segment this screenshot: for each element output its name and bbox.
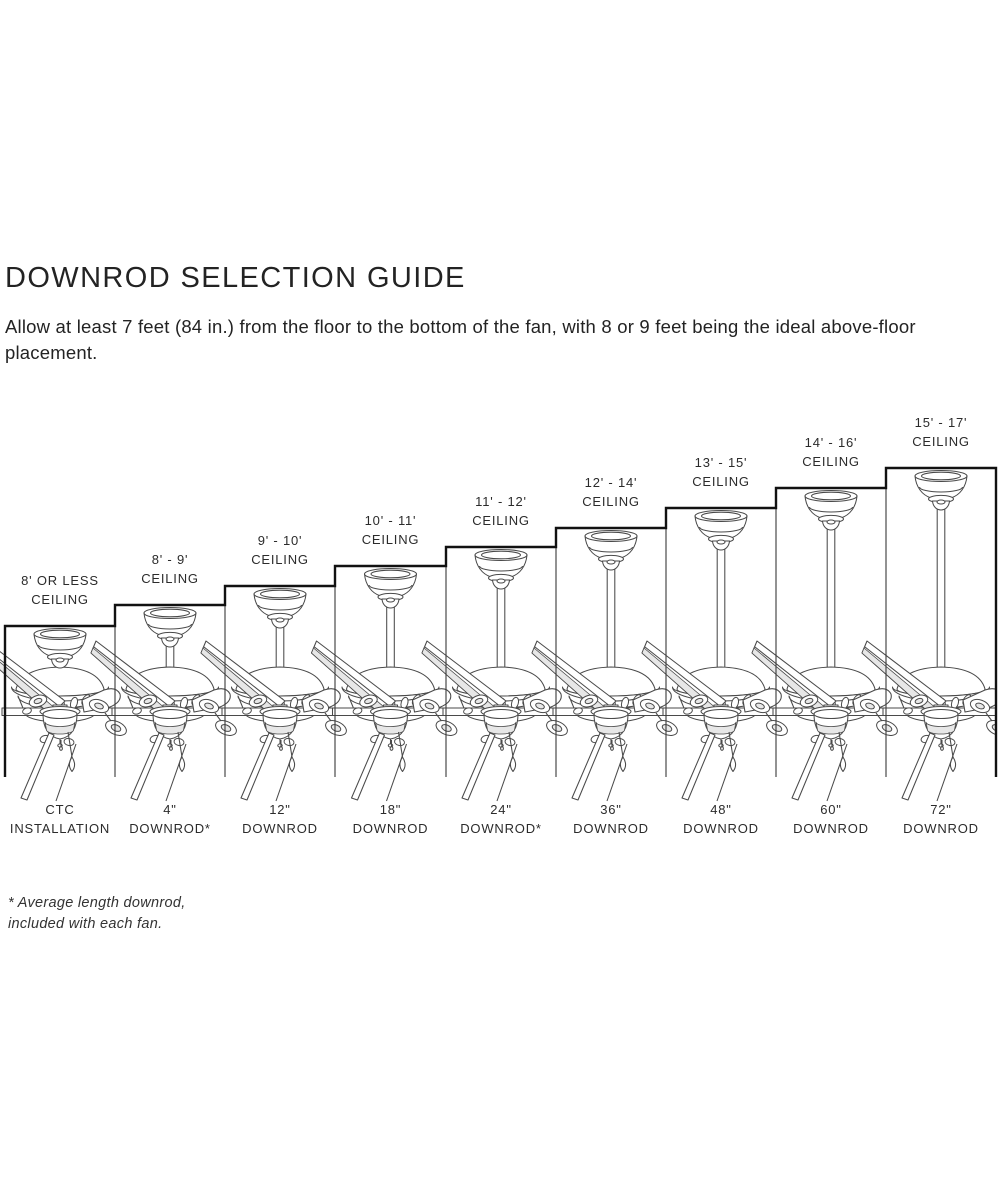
downrod-word: DOWNROD* bbox=[460, 821, 542, 836]
downrod-label bbox=[242, 800, 318, 838]
ceiling-range: 9' - 10' bbox=[257, 533, 303, 548]
ceiling-label bbox=[802, 433, 860, 471]
downrod-word: DOWNROD bbox=[793, 821, 869, 836]
ceiling-label bbox=[251, 531, 309, 569]
fan-illustration bbox=[312, 569, 460, 802]
downrod-word: DOWNROD bbox=[683, 821, 759, 836]
downrod-size: 72" bbox=[930, 802, 952, 817]
fan-illustration bbox=[752, 491, 900, 802]
intro-text: Allow at least 7 feet (84 in.) from the floor to the bottom of the fan, with 8 or 9 feet being the ideal above-floor placement. bbox=[5, 316, 916, 363]
ceiling-range: 8' - 9' bbox=[151, 552, 189, 567]
footnote-line-2: included with each fan. bbox=[8, 916, 163, 932]
ceiling-range: 10' - 11' bbox=[364, 513, 417, 528]
ceiling-word: CEILING bbox=[251, 552, 309, 567]
downrod-word: INSTALLATION bbox=[9, 821, 111, 836]
downrod-size: 60" bbox=[820, 802, 842, 817]
fan-illustration bbox=[862, 471, 1000, 802]
ceiling-word: CEILING bbox=[692, 474, 750, 489]
downrod-label bbox=[683, 800, 759, 838]
downrod-word: DOWNROD bbox=[242, 821, 318, 836]
downrod-label bbox=[903, 800, 979, 838]
ceiling-word: CEILING bbox=[472, 513, 530, 528]
downrod-size: 4" bbox=[163, 802, 177, 817]
downrod-label bbox=[460, 800, 542, 838]
ceiling-word: CEILING bbox=[141, 571, 199, 586]
ceiling-range: 11' - 12' bbox=[475, 494, 527, 509]
ceiling-word: CEILING bbox=[802, 454, 860, 469]
downrod-size: CTC bbox=[45, 802, 75, 817]
downrod-size: 18" bbox=[379, 802, 402, 817]
fan-illustration bbox=[422, 550, 570, 802]
ceiling-word: CEILING bbox=[582, 494, 640, 509]
ceiling-word: CEILING bbox=[31, 592, 89, 607]
ceiling-range: 8' OR LESS bbox=[21, 573, 99, 588]
ceiling-label bbox=[141, 550, 199, 588]
downrod-size: 24" bbox=[490, 802, 512, 817]
downrod-size: 12" bbox=[269, 802, 291, 817]
ceiling-range: 15' - 17' bbox=[914, 415, 968, 430]
ceiling-label bbox=[472, 492, 530, 530]
downrod-size: 48" bbox=[710, 802, 732, 817]
ceiling-label bbox=[692, 453, 750, 491]
downrod-label bbox=[353, 800, 429, 838]
downrod-word: DOWNROD bbox=[573, 821, 649, 836]
page-title: DOWNROD SELECTION GUIDE bbox=[5, 262, 466, 294]
downrod-size: 36" bbox=[600, 802, 622, 817]
ceiling-word: CEILING bbox=[361, 532, 420, 547]
footnote-line-1: * Average length downrod, bbox=[8, 895, 186, 911]
downrod-word: DOWNROD bbox=[352, 821, 429, 836]
ceiling-range: 13' - 15' bbox=[694, 455, 748, 470]
ceiling-label bbox=[362, 511, 420, 549]
ceiling-label bbox=[912, 413, 970, 451]
ceiling-label bbox=[21, 571, 99, 609]
downrod-word: DOWNROD* bbox=[129, 821, 211, 836]
downrod-word: DOWNROD bbox=[903, 821, 979, 836]
downrod-label bbox=[129, 800, 211, 838]
ceiling-range: 14' - 16' bbox=[804, 435, 858, 450]
downrod-label bbox=[573, 800, 649, 838]
downrod-label bbox=[10, 800, 110, 838]
ceiling-range: 12' - 14' bbox=[584, 475, 638, 490]
footnote bbox=[8, 893, 186, 935]
ceiling-label bbox=[582, 473, 640, 511]
ceiling-word: CEILING bbox=[912, 434, 970, 449]
downrod-label bbox=[793, 800, 869, 838]
